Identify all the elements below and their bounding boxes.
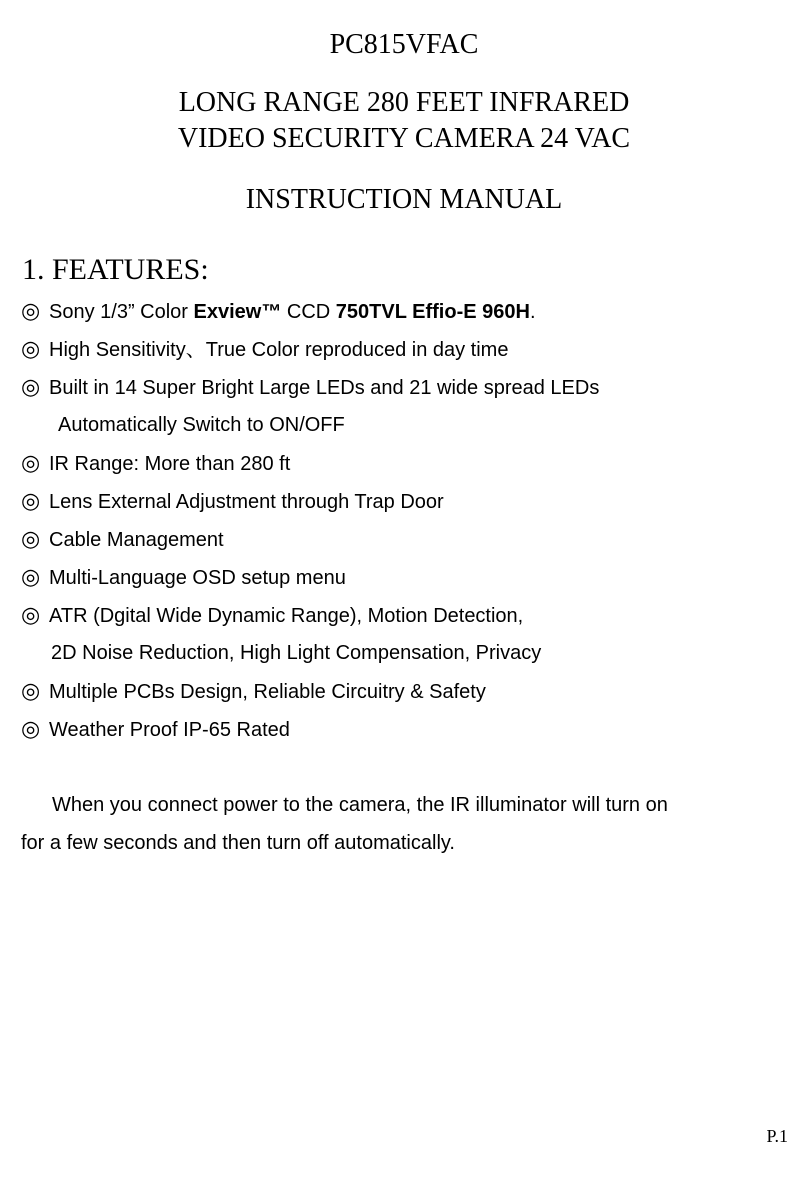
bullet-icon: ◎: [21, 488, 41, 513]
feature-item-atr: [21, 602, 523, 629]
feature-item-ir-range: [21, 450, 290, 477]
feature-item-pcb: [21, 678, 486, 705]
feature-text-bold: 750TVL Effio-E 960H: [335, 301, 530, 323]
feature-item-osd: [21, 564, 346, 591]
feature-item-cable: [21, 526, 224, 553]
bullet-icon: ◎: [21, 450, 41, 475]
title-line-1: LONG RANGE 280 FEET INFRARED: [178, 87, 630, 118]
feature-item-lens: [21, 488, 444, 515]
bullet-icon: ◎: [21, 602, 41, 627]
bullet-icon: ◎: [21, 716, 41, 741]
title-line-2: VIDEO SECURITY CAMERA 24 VAC: [177, 123, 631, 154]
feature-item-atr-continued: 2D Noise Reduction, High Light Compensation, Privacy: [51, 642, 542, 664]
feature-item-sensitivity: [21, 336, 508, 363]
feature-text: IR Range: More than 280 ft: [49, 453, 291, 475]
feature-text: Built in 14 Super Bright Large LEDs and 21 wide spread LEDs: [49, 377, 600, 399]
feature-item-sensor: [21, 298, 536, 325]
bullet-icon: ◎: [21, 526, 41, 551]
feature-item-weatherproof: [21, 716, 290, 743]
feature-text: High Sensitivity、True Color reproduced in day time: [49, 339, 509, 361]
bullet-icon: ◎: [21, 678, 41, 703]
features-heading: 1. FEATURES:: [22, 253, 209, 286]
feature-text: Weather Proof IP-65 Rated: [49, 719, 290, 741]
feature-text: Multi-Language OSD setup menu: [49, 567, 346, 589]
power-note-line-2: for a few seconds and then turn off automatically.: [21, 832, 455, 854]
bullet-icon: ◎: [21, 298, 41, 323]
feature-text: Cable Management: [49, 529, 224, 551]
bullet-icon: ◎: [21, 336, 41, 361]
feature-text: .: [529, 301, 536, 323]
feature-text: Lens External Adjustment through Trap Door: [49, 491, 444, 513]
feature-text-bold: Exview™: [193, 301, 282, 323]
feature-item-leds: [21, 374, 599, 401]
feature-text: Sony 1/3” Color: [49, 301, 194, 323]
manual-subtitle: INSTRUCTION MANUAL: [245, 184, 563, 215]
feature-text: ATR (Dgital Wide Dynamic Range), Motion Detection,: [49, 605, 524, 627]
bullet-icon: ◎: [21, 564, 41, 589]
feature-text: CCD: [281, 301, 336, 323]
model-number: PC815VFAC: [329, 29, 479, 60]
feature-text: Multiple PCBs Design, Reliable Circuitry & Safety: [49, 681, 486, 703]
page-number: P.1: [766, 1126, 788, 1146]
bullet-icon: ◎: [21, 374, 41, 399]
power-note-line-1: When you connect power to the camera, the IR illuminator will turn on: [52, 794, 668, 816]
feature-item-leds-continued: Automatically Switch to ON/OFF: [58, 414, 345, 436]
